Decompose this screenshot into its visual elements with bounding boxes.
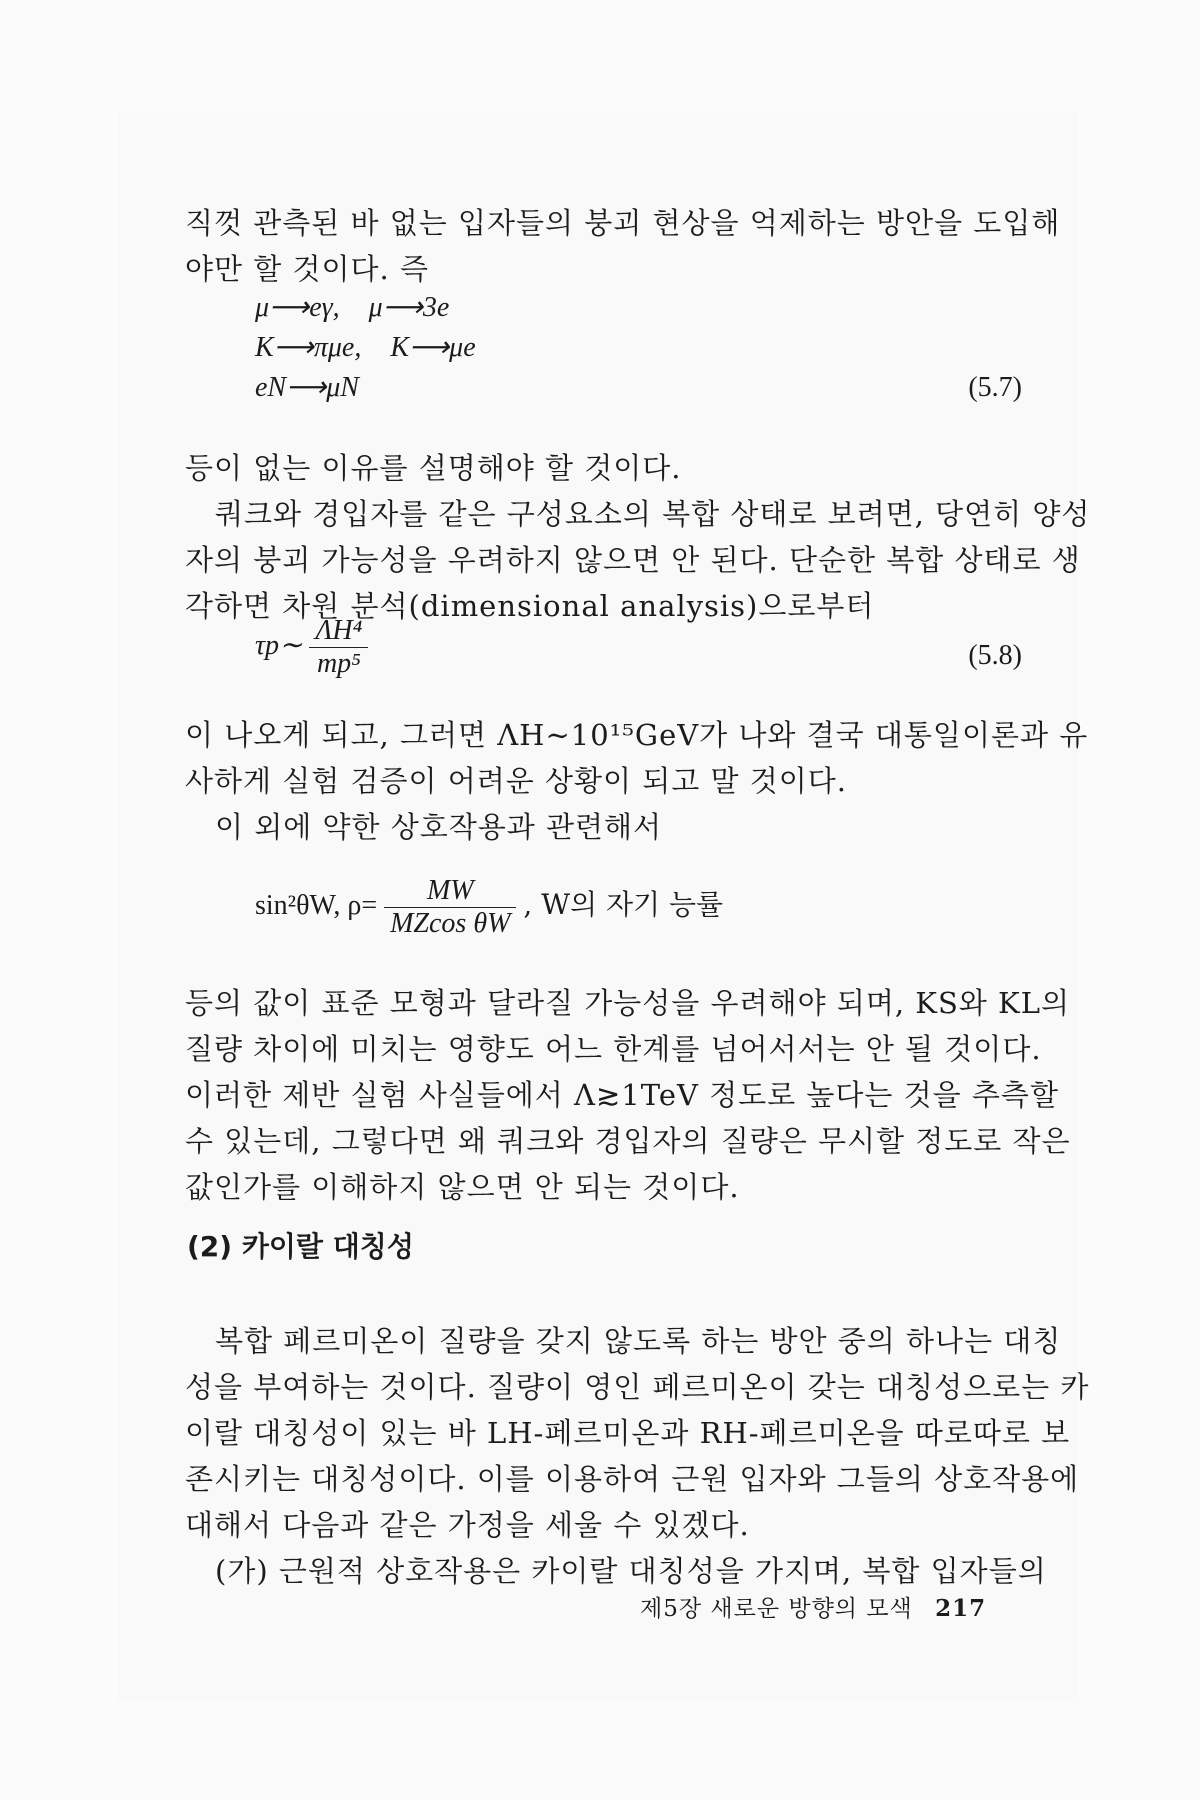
text-line: 쿼크와 경입자를 같은 구성요소의 복합 상태로 보려면, 당연히 양성 <box>215 497 1091 531</box>
text-line: (가) 근원적 상호작용은 카이랄 대칭성을 가지며, 복합 입자들의 <box>215 1554 1047 1588</box>
equation-proton-lifetime <box>255 615 368 680</box>
text-line: 직껏 관측된 바 없는 입자들의 붕괴 현상을 억제하는 방안을 도입해 <box>185 206 1061 240</box>
text-line: 이 나오게 되고, 그러면 ΛH∼10¹⁵GeV가 나와 결국 대통일이론과 유 <box>185 718 1089 752</box>
fraction-denominator: mp⁵ <box>309 647 368 680</box>
paragraph-constraints <box>185 980 1071 1210</box>
paragraph-chiral <box>185 1318 1090 1548</box>
page-footer <box>640 1590 986 1623</box>
equation-term: μ⟶eγ, <box>255 292 340 323</box>
text-line: 사하게 실험 검증이 어려운 상황이 되고 말 것이다. <box>185 764 848 798</box>
text-line: 이랄 대칭성이 있는 바 LH-페르미온과 RH-페르미온을 따로따로 보 <box>185 1416 1071 1450</box>
fraction-denominator: MZcos θW <box>384 907 516 940</box>
fraction <box>384 875 516 940</box>
text-line: 등의 값이 표준 모형과 달라질 가능성을 우려해야 되며, KS와 KL의 <box>185 986 1070 1020</box>
text-line: 각하면 차원 분석(dimensional analysis)으로부터 <box>185 589 875 623</box>
text-line: 야만 할 것이다. 즉 <box>185 252 429 286</box>
equation-weak <box>255 875 723 940</box>
text-line: 존시키는 대칭성이다. 이를 이용하여 근원 입자와 그들의 상호작용에 <box>185 1462 1080 1496</box>
equation-term: μ⟶3e <box>368 292 450 323</box>
paragraph-gut <box>185 712 1089 804</box>
text-line: 성을 부여하는 것이다. 질량이 영인 페르미온이 갖는 대칭성으로는 카 <box>185 1370 1090 1404</box>
equation-rhs: , W의 자기 능률 <box>523 887 724 921</box>
text-line: 대해서 다음과 같은 가정을 세울 수 있겠다. <box>185 1508 750 1542</box>
equation-term: K⟶μe <box>390 332 476 363</box>
equation-lhs: τp∼ <box>255 629 303 661</box>
paragraph-conclusion <box>185 445 1015 491</box>
chapter-title: 제5장 새로운 방향의 모색 <box>640 1596 913 1622</box>
page-number: 217 <box>935 1595 987 1622</box>
equation-row <box>255 370 359 404</box>
equation-term: K⟶πμe, <box>255 332 362 363</box>
text-line: 복합 페르미온이 질량을 갖지 않도록 하는 방안 중의 하나는 대칭 <box>215 1324 1062 1358</box>
text-line: 자의 붕괴 가능성을 우려하지 않으면 안 된다. 단순한 복합 상태로 생 <box>185 543 1081 577</box>
equation-row <box>255 290 449 324</box>
fraction-numerator: MW <box>426 875 474 906</box>
equation-number: (5.8) <box>968 640 1022 671</box>
paragraph-assumption <box>185 1548 1047 1594</box>
equation-number: (5.7) <box>968 372 1022 403</box>
fraction-numerator: ΛH⁴ <box>315 615 363 646</box>
section-heading: (2) 카이랄 대칭성 <box>187 1230 414 1263</box>
text-line: 수 있는데, 그렇다면 왜 쿼크와 경입자의 질량은 무시할 정도로 작은 <box>185 1124 1071 1158</box>
fraction <box>309 615 368 680</box>
equation-lhs: sin²θW, ρ= <box>255 889 378 921</box>
text-line: 등이 없는 이유를 설명해야 할 것이다. <box>185 451 682 485</box>
equation-term: eN⟶μN <box>255 372 359 403</box>
text-line: 질량 차이에 미치는 영향도 어느 한계를 넘어서서는 안 될 것이다. <box>185 1032 1042 1066</box>
paragraph-weak <box>185 804 1015 850</box>
paragraph-composite <box>185 491 1091 629</box>
equation-row <box>255 330 476 364</box>
text-line: 값인가를 이해하지 않으면 안 되는 것이다. <box>185 1170 740 1204</box>
text-line: 이러한 제반 실험 사실들에서 Λ≳1TeV 정도로 높다는 것을 추측할 <box>185 1078 1059 1112</box>
paragraph-intro <box>185 200 1061 292</box>
text-line: 이 외에 약한 상호작용과 관련해서 <box>215 810 663 844</box>
